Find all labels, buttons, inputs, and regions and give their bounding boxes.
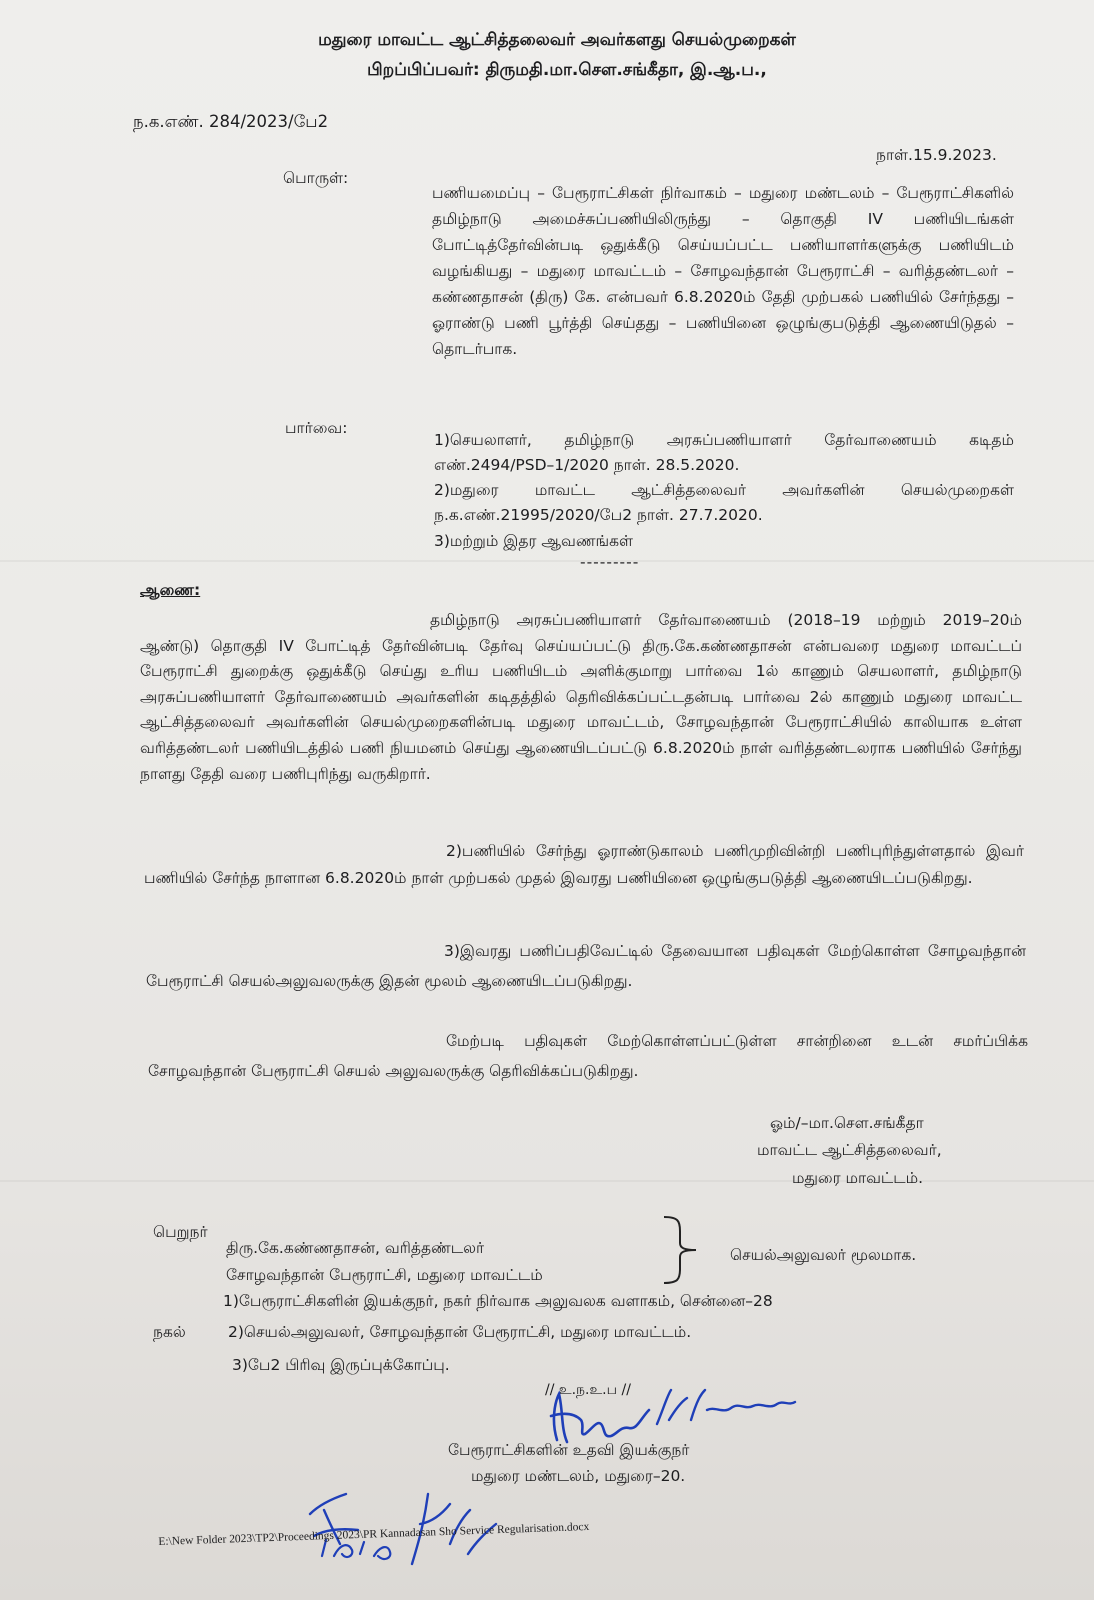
order-paragraph-1: தமிழ்நாடு அரசுப்பணியாளர் தேர்வாணையம் (2018–19 மற்றும் 2019–20ம் ஆண்டு) தொகுதி IV போட்டித் தேர்வின்படி தேர்வு செய்யப்பட்டு திரு.கே.கண்ணதாசன் என்பவரை மதுரை மாவட்டப் பேரூராட்சி துறைக்கு ஒதுக்கீடு செய்து உரிய பணியிடம் அளிக்குமாறு பார்வை 1ல் காணும் செயலாளர், தமிழ்நாடு அரசுப்பணியாளர் தேர்வாணையம் அவர்களின் கடிதத்தில் தெரிவிக்கப்பட்டதன்படி பார்வை 2ல் காணும் மதுரை மாவட்ட ஆட்சித்தலைவர் அவர்களின் செயல்முறைகளின்படி மதுரை மாவட்டம், சோழவந்தான் பேரூராட்சியில் காலியாக உள்ள வரித்தண்டலர் பணியிடத்தில் பணி நியமனம் செய்து ஆணையிடப்பட்டு 6.8.2020ம் நாள் வரித்தண்டலராக பணியில் சேர்ந்து நாளது தேதி வரை பணிபுரிந்து வருகிறார். <box>140 611 1022 783</box>
subject-label: பொருள்: <box>283 169 349 187</box>
signatory-designation: மாவட்ட ஆட்சித்தலைவர், <box>757 1141 942 1159</box>
file-path: E:\New Folder 2023\TP2\Proceedings 2023\PR Kannadasan Sho Service Regularisation.docx <box>158 1520 590 1548</box>
order-label: ஆணை: <box>140 581 201 599</box>
signatory-name: ஓம்/–மா.சௌ.சங்கீதா <box>770 1114 924 1132</box>
attestation-title: பேரூராட்சிகளின் உதவி இயக்குநர் <box>448 1441 690 1459</box>
copy-item-1: 1)பேரூராட்சிகளின் இயக்குநர், நகர் நிர்வாக அலுவலக வளாகம், சென்னை–28 <box>223 1292 773 1310</box>
copy-label: நகல் <box>153 1323 186 1341</box>
order-paragraph-2: 2)பணியில் சேர்ந்து ஓராண்டுகாலம் பணிமுறிவின்றி பணிபுரிந்துள்ளதால் இவர் பணியில் சேர்ந்த நாளான 6.8.2020ம் நாள் முற்பகல் முதல் இவரது பணியினை ஒழுங்குபடுத்தி ஆணையிடப்படுகிறது. <box>144 842 1024 887</box>
header-issuer: பிறப்பிப்பவர்: திருமதி.மா.சௌ.சங்கீதா, இ.ஆ.ப., <box>367 60 767 80</box>
header-title: மதுரை மாவட்ட ஆட்சித்தலைவர் அவர்களது செயல்முறைகள் <box>318 30 796 50</box>
recipient-line-1: திரு.கே.கண்ணதாசன், வரித்தண்டலர் <box>226 1239 485 1257</box>
copy-item-2: 2)செயல்அலுவலர், சோழவந்தான் பேரூராட்சி, மதுரை மாவட்டம். <box>228 1323 692 1341</box>
reference-item-1: 1)செயலாளர், தமிழ்நாடு அரசுப்பணியாளர் தேர்வாணையம் கடிதம் எண்.2494/PSD–1/2020 நாள். 28.5.2020. <box>434 431 1014 474</box>
reference-item-2: 2)மதுரை மாவட்ட ஆட்சித்தலைவர் அவர்களின் செயல்முறைகள் ந.க.எண்.21995/2020/பே2 நாள். 27.7.2020. <box>434 481 1014 524</box>
reference-divider: --------- <box>580 553 640 571</box>
reference-number: ந.க.எண். 284/2023/பே2 <box>133 112 329 131</box>
recipient-via: செயல்அலுவலர் மூலமாக. <box>730 1246 917 1264</box>
brace-icon <box>662 1215 700 1285</box>
subject-text: பணியமைப்பு – பேரூராட்சிகள் நிர்வாகம் – மதுரை மண்டலம் – பேரூராட்சிகளில் தமிழ்நாடு அமைச்சுப்பணியிலிருந்து – தொகுதி IV பணியிடங்கள் போட்டித்தேர்வின்படி ஒதுக்கீடு செய்யப்பட்ட பணியாளர்களுக்கு பணியிடம் வழங்கியது – மதுரை மாவட்டம் – சோழவந்தான் பேரூராட்சி – வரித்தண்டலர் – கண்ணதாசன் (திரு) கே. என்பவர் 6.8.2020ம் தேதி முற்பகல் பணியில் சேர்ந்தது – ஓராண்டு பணி பூர்த்தி செய்தது – பணியினை ஒழுங்குபடுத்தி ஆணையிடுதல் – தொடர்பாக. <box>432 184 1014 358</box>
recipient-line-2: சோழவந்தான் பேரூராட்சி, மதுரை மாவட்டம் <box>226 1266 543 1284</box>
signatory-district: மதுரை மாவட்டம். <box>792 1169 923 1187</box>
order-paragraph-3: 3)இவரது பணிப்பதிவேட்டில் தேவையான பதிவுகள் மேற்கொள்ள சோழவந்தான் பேரூராட்சி செயல்அலுவலருக்கு இதன் மூலம் ஆணையிடப்படுகிறது. <box>146 942 1026 990</box>
reference-label: பார்வை: <box>285 419 348 437</box>
attestation-region: மதுரை மண்டலம், மதுரை–20. <box>471 1467 686 1485</box>
copy-item-3: 3)பே2 பிரிவு இருப்புக்கோப்பு. <box>232 1356 450 1374</box>
reference-item-3: 3)மற்றும் இதர ஆவணங்கள் <box>434 532 634 550</box>
document-date: நாள்.15.9.2023. <box>876 146 997 164</box>
attestation-mark: // உ.ந.உ.ப // <box>545 1382 631 1398</box>
order-paragraph-4: மேற்படி பதிவுகள் மேற்கொள்ளப்பட்டுள்ள சான்றினை உடன் சமர்ப்பிக்க சோழவந்தான் பேரூராட்சி செயல் அலுவலருக்கு தெரிவிக்கப்படுகிறது. <box>148 1032 1028 1080</box>
recipient-label: பெறுநர் <box>153 1223 208 1241</box>
